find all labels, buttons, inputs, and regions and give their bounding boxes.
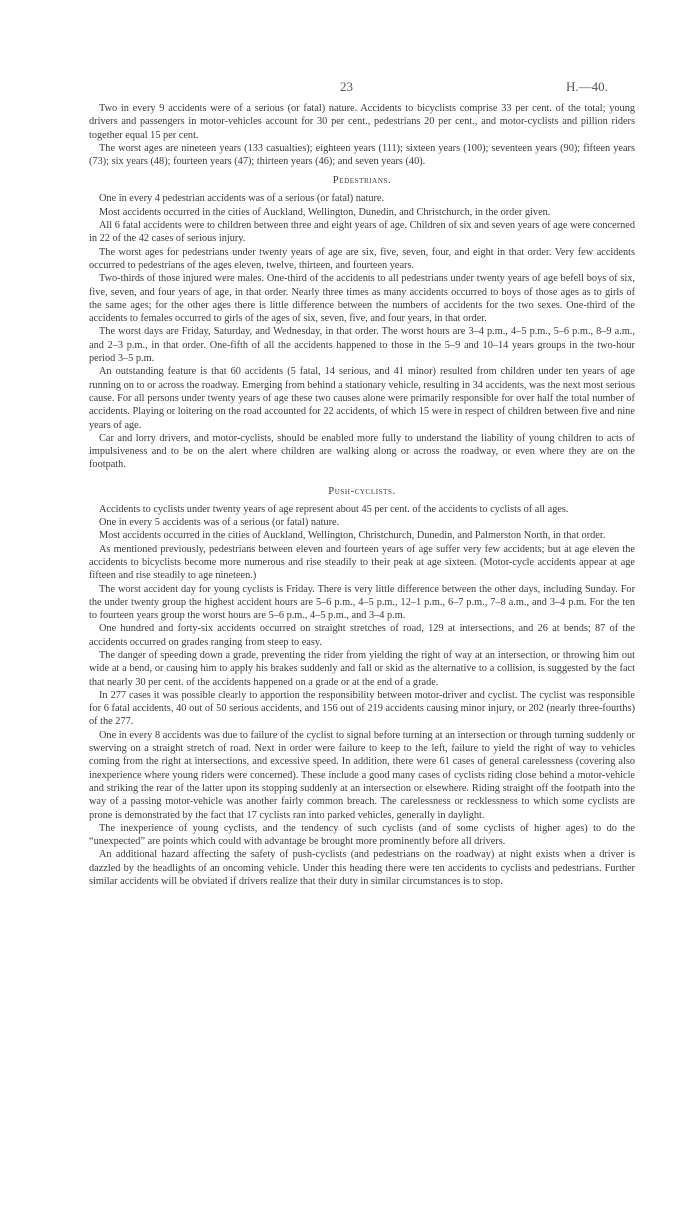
pedestrians-paragraph: All 6 fatal accidents were to children between three and eight years of age. Children of six and seven years of age were concerned in 22 of the 42 cases of serious injury. [89, 220, 635, 245]
pedestrians-paragraph: Most accidents occurred in the cities of Auckland, Wellington, Dunedin, and Christchurch, in the order given. [99, 206, 551, 218]
document-code: H.—40. [566, 79, 608, 94]
push-cyclists-paragraph: One in every 5 accidents was of a serious (or fatal) nature. [99, 517, 340, 529]
push-cyclists-paragraph: The danger of speeding down a grade, preventing the rider from yielding the right of way at an intersection, or throwing him out wide at a bend, or causing him to apply his brakes suddenly and fall or skid as the alternative to a collision, is suggested by the fact that nearly 30 per cent. of the accidents happened on a grade or at the end of a grade. [89, 649, 635, 688]
section-heading-push-cyclists: Push-cyclists. [328, 485, 396, 497]
intro-paragraph: Two in every 9 accidents were of a serious (or fatal) nature. Accidents to bicyclists comprise 33 per cent. of the total; young drivers and passengers in motor-vehicles account for 30 per cent., pedestrians 20 per cent., and motor-cyclists and pillion riders together equal 15 per cent. [89, 103, 635, 141]
pedestrians-paragraph: The worst days are Friday, Saturday, and Wednesday, in that order. The worst hours are 3–4 p.m., 4–5 p.m., 5–6 p.m., 8–9 a.m., and 2–3 p.m., in that order. One-fifth of all the accidents happened to those in the 5–9 and 10–14 years groups in the two-hour period 3–5 p.m. [89, 326, 635, 365]
pedestrians-paragraph: One in every 4 pedestrian accidents was of a serious (or fatal) nature. [99, 193, 385, 205]
push-cyclists-paragraph: The worst accident day for young cyclists is Friday. There is very little difference between the other days, including Sunday. For the under twenty group the highest accident hours are 5–6 p.m., 4–5 p.m., 12–1 p.m., 6–7 p.m., 7–8 a.m., and 3–4 p.m. For the ten to fourteen years group the worst hours are 5–6 p.m., 4–5 p.m., and 3–4 p.m. [89, 583, 635, 622]
document-body [89, 102, 635, 888]
pedestrians-paragraph: Car and lorry drivers, and motor-cyclists, should be enabled more fully to understand the liability of young children to acts of impulsiveness and to be on the alert where children are walking along or across the roadway, or even where they are on the footpath. [89, 432, 635, 471]
pedestrians-paragraph: Two-thirds of those injured were males. One-third of the accidents to all pedestrians under twenty years of age befell boys of six, five, seven, and four years of age, in that order. Nearly three times as many accidents occurred to boys of those ages as to girls of the same ages; for the other ages there is little difference between the numbers of accidents for the two sexes. One-third of the accidents to females occurred to girls of the ages of six, seven, five, and four years, in that order. [89, 273, 635, 325]
push-cyclists-paragraph: Accidents to cyclists under twenty years of age represent about 45 per cent. of the accidents to cyclists of all ages. [99, 503, 569, 515]
push-cyclists-paragraph: Most accidents occurred in the cities of Auckland, Wellington, Christchurch, Dunedin, and Palmerston North, in that order. [99, 530, 606, 542]
push-cyclists-paragraph: One in every 8 accidents was due to failure of the cyclist to signal before turning at an intersection or through turning suddenly or swerving on a straight stretch of road. Next in order were failure to keep to the left, failure to yield the right of way to vehicles coming from the right at intersections, and excessive speed. In addition, there were 61 cases of general carelessness (covering also inexperience where young riders were concerned). These include a good many cases of cyclists riding close behind a motor-vehicle and striking the rear of the latter upon its stopping suddenly at an intersection or elsewhere. Riding straight off the footpath into the way of a passing motor-vehicle was another fairly common breach. The carelessness or recklessness to which some cyclists are prone is demonstrated by the fact that 17 cyclists ran into parked vehicles, generally in daylight. [89, 729, 635, 821]
push-cyclists-paragraph: One hundred and forty-six accidents occurred on straight stretches of road, 129 at intersections, and 26 at bends; 87 of the accidents occurred on grades ranging from steep to easy. [89, 623, 635, 648]
pedestrians-paragraph: The worst ages for pedestrians under twenty years of age are six, five, seven, four, and eight in that order. Very few accidents occurred to pedestrians of the ages eleven, twelve, thirteen, and fourteen years. [89, 246, 635, 271]
page-number: 23 [340, 79, 353, 94]
push-cyclists-paragraph: As mentioned previously, pedestrians between eleven and fourteen years of age suffer very few accidents; but at age eleven the accidents to bicyclists become more numerous and rise steadily to their peak at age sixteen. (Motor-cycle accidents appear at age fifteen and rise steadily to age nineteen.) [89, 543, 635, 582]
intro-paragraph: The worst ages are nineteen years (133 casualties); eighteen years (111); sixteen years (100); seventeen years (90); fifteen years (73); six years (48); fourteen years (47); thirteen years (46); and seven years (40). [89, 142, 635, 168]
push-cyclists-paragraph: An additional hazard affecting the safety of push-cyclists (and pedestrians on the roadway) at night exists when a driver is dazzled by the headlights of an oncoming vehicle. Under this heading there were ten accidents to cyclists and pedestrians. Further similar accidents will be obviated if drivers realize that their duty in similar circumstances is to stop. [89, 849, 635, 888]
pedestrians-paragraph: An outstanding feature is that 60 accidents (5 fatal, 14 serious, and 41 minor) resulted from children under ten years of age running on to or across the roadway. Emerging from behind a stationary vehicle, resulting in 34 accidents, was the next most serious cause. For all persons under twenty years of age these two causes alone were primarily responsible for over half the total number of accidents. Playing or loitering on the road accounted for 22 accidents, of which 15 were in respect of children between five and nine years of age. [89, 366, 635, 431]
section-heading-pedestrians: Pedestrians. [332, 175, 392, 187]
push-cyclists-paragraph: The inexperience of young cyclists, and the tendency of such cyclists (and of some cyclists of higher ages) to do the “unexpected” are points which could with advantage be brought more prominently before all drivers. [89, 822, 635, 848]
push-cyclists-paragraph: In 277 cases it was possible clearly to apportion the responsibility between motor-driver and cyclist. The cyclist was responsible for 6 fatal accidents, 40 out of 50 serious accidents, and 156 out of 219 accidents causing minor injury, or 202 (nearly three-fourths) of the 277. [89, 689, 635, 728]
